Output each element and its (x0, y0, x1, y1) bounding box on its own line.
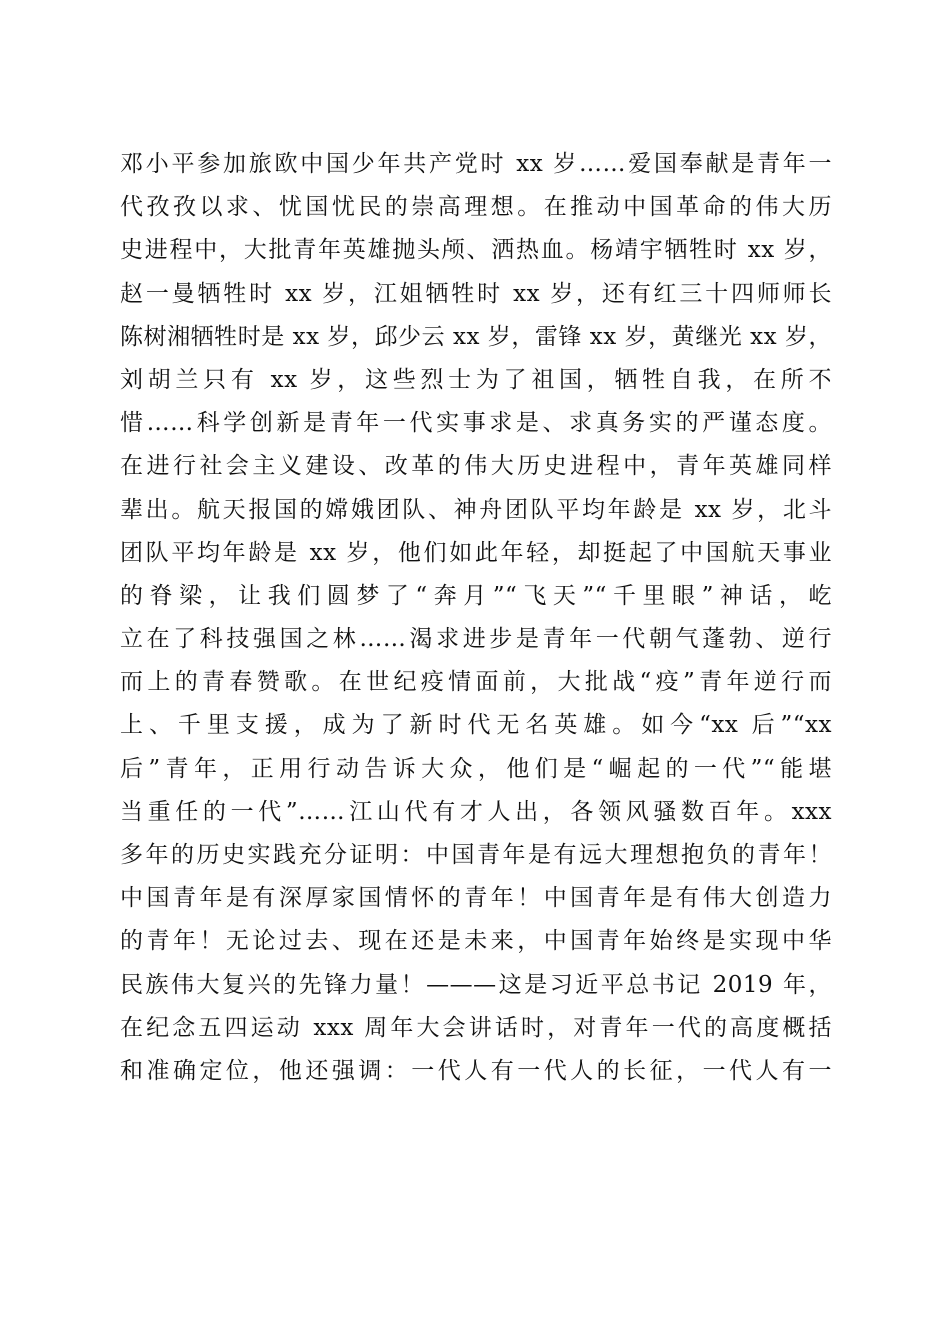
text-line-10: 团队平均年龄是 xx 岁，他们如此年轻，却挺起了中国航天事业 (120, 539, 832, 566)
text-line-22: 和准确定位，他还强调：一代人有一代人的长征，一代人有一 (120, 1057, 832, 1084)
text-line-9: 辈出。航天报国的嫦娥团队、神舟团队平均年龄是 xx 岁，北斗 (120, 496, 832, 523)
text-line-4: 赵一曼牺牲时 xx 岁，江姐牺牲时 xx 岁，还有红三十四师师长 (120, 280, 832, 307)
text-line-21: 在纪念五四运动 xxx 周年大会讲话时，对青年一代的高度概括 (120, 1014, 832, 1041)
text-line-8: 在进行社会主义建设、改革的伟大历史进程中，青年英雄同样 (120, 453, 832, 480)
text-line-13: 而上的青春赞歌。在世纪疫情面前，大批战“疫”青年逆行而 (120, 669, 832, 696)
text-line-2: 代孜孜以求、忧国忧民的崇高理想。在推动中国革命的伟大历 (120, 194, 832, 221)
text-line-1: 邓小平参加旅欧中国少年共产党时 xx 岁……爱国奉献是青年一 (120, 151, 832, 177)
text-line-14: 上、千里支援，成为了新时代无名英雄。如今“xx 后”“xx (120, 712, 832, 739)
text-line-20: 民族伟大复兴的先锋力量！———这是习近平总书记 2019 年， (120, 971, 832, 998)
text-line-7: 惜……科学创新是青年一代实事求是、求真务实的严谨态度。 (120, 410, 832, 437)
text-line-6: 刘胡兰只有 xx 岁，这些烈士为了祖国，牺牲自我，在所不 (120, 366, 832, 393)
text-line-5: 陈树湘牺牲时是 xx 岁，邱少云 xx 岁，雷锋 xx 岁，黄继光 xx 岁， (120, 323, 832, 350)
text-line-16: 当重任的一代”……江山代有才人出，各领风骚数百年。xxx (120, 798, 832, 825)
text-line-18: 中国青年是有深厚家国情怀的青年！中国青年是有伟大创造力 (120, 885, 832, 912)
text-line-15: 后”青年，正用行动告诉大众，他们是“崛起的一代”“能堪 (120, 755, 832, 782)
text-line-19: 的青年！无论过去、现在还是未来，中国青年始终是实现中华 (120, 928, 832, 955)
body-paragraph (120, 143, 832, 1093)
text-line-12: 立在了科技强国之林……渴求进步是青年一代朝气蓬勃、逆行 (120, 626, 832, 653)
text-line-3: 史进程中，大批青年英雄抛头颅、洒热血。杨靖宇牺牲时 xx 岁， (120, 237, 832, 264)
text-line-17: 多年的历史实践充分证明：中国青年是有远大理想抱负的青年！ (120, 842, 832, 868)
text-line-11: 的脊梁，让我们圆梦了“奔月”“飞天”“千里眼”神话，屹 (120, 582, 832, 609)
